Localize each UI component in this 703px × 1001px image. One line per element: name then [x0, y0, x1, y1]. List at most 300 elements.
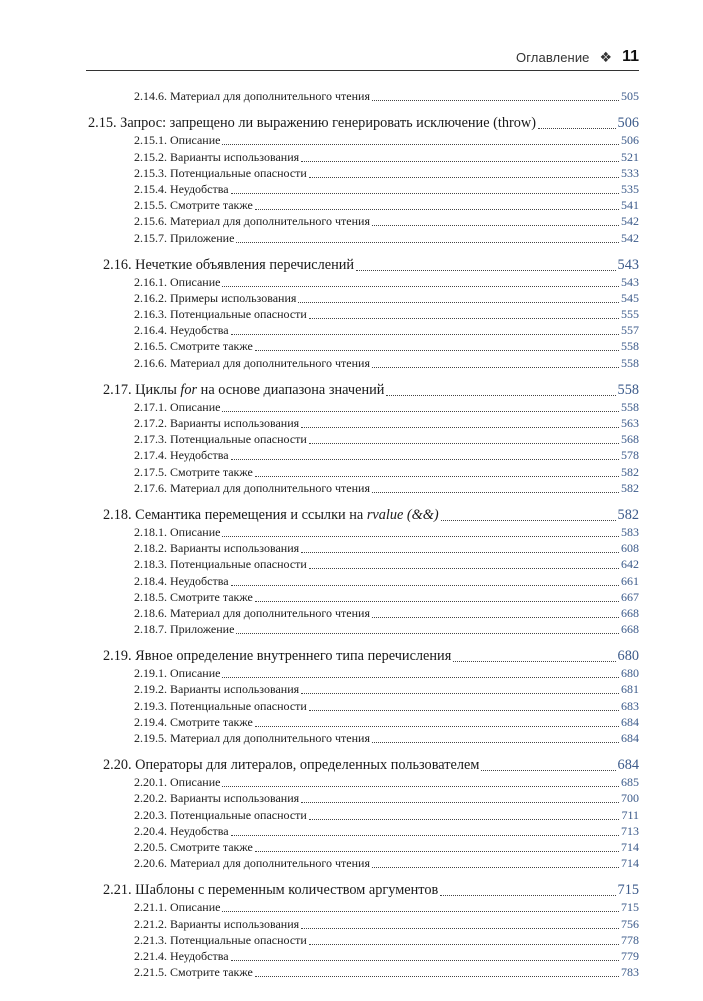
dot-leader	[255, 349, 619, 351]
toc-subsection-entry[interactable]	[0, 306, 703, 322]
toc-entry-number: 2.16.2.	[134, 290, 167, 305]
toc-entry-title-text: Потенциальные опасности	[170, 432, 307, 447]
toc-entry-number: 2.19.3.	[134, 698, 167, 713]
toc-entry-number: 2.20.2.	[134, 791, 167, 806]
toc-entry-title	[134, 856, 370, 871]
toc-entry-number: 2.18.4.	[134, 573, 167, 588]
toc-entry-title-text: Потенциальные опасности	[170, 932, 307, 947]
toc-entry-page-link[interactable]: 713	[621, 823, 639, 838]
dot-leader	[372, 224, 619, 226]
toc-entry-title-text: Материал для дополнительного чтения	[170, 355, 370, 370]
toc-entry-number: 2.15.4.	[134, 181, 167, 196]
toc-entry-title-text: Нечеткие объявления перечислений	[135, 256, 355, 273]
dot-leader	[222, 285, 619, 287]
toc-entry-title	[134, 291, 296, 306]
dot-leader	[255, 208, 619, 210]
toc-entry-number: 2.19.4.	[134, 714, 167, 729]
toc-entry-title	[103, 882, 438, 899]
toc-entry-number: 2.17.4.	[134, 448, 167, 463]
toc-entry-title	[134, 182, 229, 197]
toc-entry-title-text: Описание	[170, 666, 221, 681]
toc-subsection-entry[interactable]	[0, 447, 703, 463]
toc-entry-title	[103, 257, 354, 274]
toc-entry-number: 2.21.3.	[134, 932, 167, 947]
toc-section-entry[interactable]	[0, 114, 703, 132]
dot-leader	[309, 709, 619, 711]
toc-entry-number: 2.17.	[103, 381, 132, 398]
dot-leader	[222, 910, 619, 912]
toc-subsection-entry[interactable]	[0, 399, 703, 415]
toc-entry-number: 2.15.2.	[134, 149, 167, 164]
dot-leader	[372, 616, 619, 618]
toc-entry-page-link[interactable]: 521	[621, 149, 639, 164]
toc-subsection-entry[interactable]	[0, 915, 703, 931]
dot-leader	[538, 127, 616, 129]
toc-entry-title	[134, 275, 220, 290]
toc-entry-page-link[interactable]: 661	[621, 573, 639, 588]
toc-subsection-entry[interactable]	[0, 855, 703, 871]
toc-entry-title-italic: for	[180, 381, 198, 398]
toc-entry-title	[134, 965, 253, 980]
toc-section-entry[interactable]	[0, 256, 703, 274]
dot-leader	[372, 866, 619, 868]
toc-entry-title-text: Неудобства	[170, 573, 229, 588]
toc-entry-title	[134, 824, 229, 839]
toc-entry-title	[134, 715, 253, 730]
toc-entry-title-text: Варианты использования	[170, 416, 300, 430]
toc-entry-page-link[interactable]: 714	[621, 856, 639, 871]
toc-section-entry[interactable]	[0, 881, 703, 899]
toc-entry-number: 2.15.7.	[134, 230, 167, 245]
toc-entry-title-text: Варианты использования	[170, 682, 300, 697]
dot-leader	[440, 894, 615, 896]
toc-entry-title	[134, 808, 307, 823]
toc-entry-title	[134, 323, 229, 338]
toc-entry-page-link[interactable]: 555	[621, 307, 639, 322]
toc-subsection-entry[interactable]	[0, 899, 703, 915]
toc-entry-number: 2.18.3.	[134, 557, 167, 572]
toc-subsection-entry[interactable]	[0, 823, 703, 839]
toc-entry-title	[134, 840, 253, 855]
toc-entry-page-link[interactable]: 506	[617, 115, 639, 132]
toc-subsection-entry[interactable]	[0, 148, 703, 164]
toc-entry-title-text: Неудобства	[170, 181, 229, 196]
dot-leader	[309, 818, 620, 820]
dot-leader	[255, 475, 619, 477]
toc-entry-number: 2.21.2.	[134, 916, 167, 931]
toc-entry-title-text: Варианты использования	[170, 149, 300, 164]
toc-entry-title-text: Смотрите также	[170, 464, 253, 479]
dot-leader	[231, 584, 619, 586]
toc-entry-number: 2.20.6.	[134, 856, 167, 871]
dot-leader	[301, 160, 619, 162]
toc-entry-title-text: Семантика перемещения и ссылки на	[135, 506, 367, 523]
toc-subsection-entry[interactable]	[0, 697, 703, 713]
dot-leader	[309, 442, 619, 444]
toc-subsection-entry[interactable]	[0, 714, 703, 730]
toc-section-entry[interactable]	[0, 381, 703, 399]
dot-leader	[441, 519, 616, 521]
toc-entry-page-link[interactable]: 543	[617, 256, 639, 273]
toc-entry-title	[103, 648, 451, 665]
dot-leader	[222, 535, 619, 537]
toc-entry-page-link[interactable]: 683	[621, 698, 639, 713]
toc-entry-page-link[interactable]: 545	[621, 290, 639, 305]
toc-entry-number: 2.16.	[103, 256, 132, 273]
toc-entry-page-link[interactable]: 558	[621, 355, 639, 370]
toc-entry-title-text: Варианты использования	[170, 916, 300, 931]
toc-entry-page-link[interactable]: 543	[621, 274, 639, 289]
toc-subsection-entry[interactable]	[0, 181, 703, 197]
toc-entry-title	[88, 115, 536, 132]
toc-subsection-entry[interactable]	[0, 572, 703, 588]
dot-leader	[309, 317, 619, 319]
toc-entry-page-link[interactable]: 558	[617, 381, 639, 398]
toc-subsection-entry[interactable]	[0, 290, 703, 306]
toc-entry-title-text: Приложение	[170, 622, 235, 637]
toc-entry-title-text: Материал для дополнительного чтения	[170, 856, 370, 871]
toc-entry-title-text: на основе диапазона значений	[197, 381, 385, 398]
toc-entry-page-link[interactable]: 563	[621, 416, 639, 430]
toc-entry-page-link[interactable]: 568	[621, 432, 639, 447]
toc-entry-title	[134, 949, 229, 964]
toc-entry-title	[134, 666, 220, 681]
toc-entry-title-text: Описание	[170, 133, 221, 148]
toc-entry-title	[134, 307, 307, 322]
toc-subsection-entry[interactable]	[0, 806, 703, 822]
toc-entry-page-link[interactable]: 583	[621, 524, 639, 539]
toc-subsection-entry[interactable]	[0, 197, 703, 213]
dot-leader	[301, 551, 619, 553]
toc-entry-title-text: Материал для дополнительного чтения	[170, 605, 370, 620]
header-page-number: 11	[622, 48, 639, 65]
toc-subsection-entry[interactable]	[0, 790, 703, 806]
toc-entry-number: 2.20.3.	[134, 807, 167, 822]
toc-subsection-entry[interactable]	[0, 213, 703, 229]
toc-entry-title	[134, 166, 307, 181]
toc-entry-title	[134, 917, 299, 932]
toc-entry-title-text: Материал для дополнительного чтения	[170, 89, 370, 104]
toc-entry-page-link[interactable]: 668	[621, 622, 639, 637]
toc-entry-title	[134, 731, 370, 746]
toc-entry-title	[134, 574, 229, 589]
toc-entry-title	[134, 465, 253, 480]
toc-entry-title	[134, 150, 299, 165]
toc-subsection-entry[interactable]	[0, 665, 703, 681]
toc-entry-title	[134, 339, 253, 354]
toc-entry-number: 2.17.6.	[134, 480, 167, 495]
toc-entry-title	[134, 416, 299, 431]
toc-entry-title-text: Запрос: запрещено ли выражению генерировать исключение (throw)	[120, 115, 537, 132]
toc-subsection-entry[interactable]	[0, 88, 703, 104]
toc-subsection-entry[interactable]	[0, 589, 703, 605]
toc-subsection-entry[interactable]	[0, 132, 703, 148]
dot-leader	[372, 99, 619, 101]
toc-entry-number: 2.17.5.	[134, 464, 167, 479]
toc-entry-number: 2.19.1.	[134, 666, 167, 681]
toc-entry-page-link[interactable]: 533	[621, 165, 639, 180]
toc-entry-title	[134, 541, 299, 556]
toc-section-entry[interactable]	[0, 647, 703, 665]
toc-entry-title-text: Потенциальные опасности	[170, 307, 307, 322]
toc-entry-title	[134, 133, 220, 148]
dot-leader	[301, 426, 619, 428]
toc-entry-page-link[interactable]: 557	[621, 323, 639, 338]
toc-entry-title	[134, 622, 234, 637]
dot-leader	[255, 600, 619, 602]
dot-leader	[309, 943, 619, 945]
toc-entry-number: 2.20.1.	[134, 775, 167, 790]
toc-entry-number: 2.21.	[103, 882, 132, 899]
toc-entry-title-text: Потенциальные опасности	[170, 557, 307, 572]
table-of-contents	[0, 88, 703, 980]
running-header	[86, 44, 639, 71]
toc-entry-page-link[interactable]: 756	[621, 916, 639, 931]
toc-entry-page-link[interactable]: 684	[621, 714, 639, 729]
toc-entry-page-link[interactable]: 668	[621, 605, 639, 620]
toc-entry-page-link[interactable]: 578	[621, 448, 639, 463]
toc-entry-title-text: Смотрите также	[170, 589, 253, 604]
toc-entry-number: 2.15.1.	[134, 133, 167, 148]
toc-subsection-entry[interactable]	[0, 932, 703, 948]
toc-entry-page-link[interactable]: 680	[621, 666, 639, 681]
toc-entry-page-link[interactable]: 506	[621, 133, 639, 148]
toc-entry-title-text: Операторы для литералов, определенных пользователем	[135, 757, 480, 773]
dot-leader	[372, 491, 619, 493]
toc-entry-page-link[interactable]: 714	[621, 839, 639, 854]
toc-subsection-entry[interactable]	[0, 274, 703, 290]
dot-leader	[231, 333, 619, 335]
toc-entry-title-italic: rvalue (&&)	[366, 506, 439, 523]
toc-entry-title-text: Неудобства	[170, 823, 229, 838]
toc-entry-title-text: Шаблоны с переменным количеством аргументов	[135, 882, 439, 899]
toc-entry-page-link[interactable]: 680	[617, 648, 639, 665]
toc-entry-page-link[interactable]: 558	[621, 399, 639, 414]
dot-leader	[231, 458, 619, 460]
toc-entry-title-text: Варианты использования	[170, 791, 300, 806]
toc-subsection-entry[interactable]	[0, 354, 703, 370]
toc-subsection-entry[interactable]	[0, 480, 703, 496]
toc-entry-number: 2.16.4.	[134, 323, 167, 338]
toc-entry-number: 2.15.3.	[134, 165, 167, 180]
toc-entry-number: 2.20.5.	[134, 839, 167, 854]
toc-entry-page-link[interactable]: 582	[621, 464, 639, 479]
toc-subsection-entry[interactable]	[0, 431, 703, 447]
toc-entry-number: 2.16.3.	[134, 307, 167, 322]
toc-subsection-entry[interactable]	[0, 463, 703, 479]
toc-subsection-entry[interactable]	[0, 322, 703, 338]
toc-entry-title-text: Смотрите также	[170, 714, 253, 729]
toc-entry-title-text: Описание	[170, 900, 221, 915]
dot-leader	[309, 567, 619, 569]
dot-leader	[255, 725, 619, 727]
toc-entry-title	[134, 89, 370, 104]
toc-entry-page-link[interactable]: 779	[621, 948, 639, 963]
toc-entry-page-link[interactable]: 535	[621, 181, 639, 196]
dot-leader	[231, 192, 619, 194]
toc-entry-title	[103, 757, 479, 774]
toc-entry-title	[134, 606, 370, 621]
toc-entry-number: 2.15.5.	[134, 198, 167, 213]
toc-entry-title	[134, 400, 220, 415]
toc-entry-number: 2.14.6.	[134, 89, 167, 104]
toc-section-entry[interactable]	[0, 756, 703, 774]
toc-entry-page-link[interactable]: 542	[621, 214, 639, 229]
toc-entry-number: 2.18.5.	[134, 589, 167, 604]
toc-entry-title	[134, 448, 229, 463]
toc-entry-title-text: Примеры использования	[170, 290, 297, 305]
dot-leader	[236, 632, 619, 634]
toc-subsection-entry[interactable]	[0, 964, 703, 980]
dot-leader	[298, 301, 619, 303]
toc-entry-title	[134, 791, 299, 806]
toc-entry-title-text: Описание	[170, 399, 221, 414]
toc-subsection-entry[interactable]	[0, 556, 703, 572]
toc-entry-number: 2.18.7.	[134, 622, 167, 637]
toc-entry-title-text: Смотрите также	[170, 198, 253, 213]
toc-entry-page-link[interactable]: 783	[621, 965, 639, 980]
toc-entry-number: 2.17.1.	[134, 399, 167, 414]
toc-subsection-entry[interactable]	[0, 605, 703, 621]
toc-entry-page-link[interactable]: 505	[621, 89, 639, 104]
dot-leader	[222, 143, 619, 145]
dot-leader	[372, 366, 619, 368]
toc-entry-title-text: Материал для дополнительного чтения	[170, 480, 370, 495]
toc-entry-number: 2.17.3.	[134, 432, 167, 447]
toc-entry-title-text: Варианты использования	[170, 541, 300, 556]
toc-entry-page-link[interactable]: 542	[621, 230, 639, 245]
dot-leader	[231, 959, 619, 961]
toc-entry-title-text: Материал для дополнительного чтения	[170, 214, 370, 229]
toc-entry-page-link[interactable]: 608	[621, 541, 639, 556]
toc-entry-title-text: Неудобства	[170, 948, 229, 963]
diamond-ornament-icon: ❖	[599, 48, 613, 65]
toc-entry-number: 2.19.	[103, 648, 132, 665]
toc-entry-number: 2.19.2.	[134, 682, 167, 697]
toc-subsection-entry[interactable]	[0, 948, 703, 964]
toc-entry-title-text: Смотрите также	[170, 839, 253, 854]
toc-entry-title	[134, 699, 307, 714]
dot-leader	[481, 769, 615, 771]
toc-entry-page-link[interactable]: 700	[621, 791, 639, 806]
dot-leader	[222, 785, 619, 787]
toc-entry-title	[134, 231, 234, 246]
toc-entry-title	[134, 682, 299, 697]
toc-entry-number: 2.16.1.	[134, 274, 167, 289]
toc-entry-number: 2.21.5.	[134, 965, 167, 980]
toc-entry-title	[134, 198, 253, 213]
toc-entry-number: 2.15.	[88, 115, 117, 132]
toc-entry-page-link[interactable]: 541	[621, 198, 639, 213]
toc-entry-title-text: Потенциальные опасности	[170, 698, 307, 713]
toc-entry-page-link[interactable]: 684	[621, 731, 639, 745]
toc-subsection-entry[interactable]	[0, 229, 703, 245]
dot-leader	[372, 741, 619, 743]
toc-entry-title	[134, 214, 370, 229]
toc-entry-number: 2.20.	[103, 757, 132, 773]
toc-subsection-entry[interactable]	[0, 338, 703, 354]
toc-entry-number: 2.19.5.	[134, 731, 167, 745]
toc-entry-title-text: Неудобства	[170, 323, 229, 338]
toc-entry-page-link[interactable]: 642	[621, 557, 639, 572]
toc-entry-number: 2.18.2.	[134, 541, 167, 556]
toc-entry-number: 2.17.2.	[134, 416, 167, 430]
toc-entry-page-link[interactable]: 684	[617, 757, 639, 773]
toc-entry-title-text: Смотрите также	[170, 965, 253, 980]
toc-subsection-entry[interactable]	[0, 540, 703, 556]
toc-entry-title-text: Описание	[170, 274, 221, 289]
toc-subsection-entry[interactable]	[0, 681, 703, 697]
toc-entry-number: 2.16.5.	[134, 339, 167, 354]
toc-entry-title	[103, 382, 384, 399]
dot-leader	[301, 927, 619, 929]
toc-entry-page-link[interactable]: 711	[621, 807, 639, 822]
toc-entry-number: 2.18.	[103, 506, 132, 523]
toc-entry-title-text: Неудобства	[170, 448, 229, 463]
dot-leader	[231, 834, 619, 836]
toc-entry-title-text: Материал для дополнительного чтения	[170, 731, 370, 745]
toc-entry-page-link[interactable]: 558	[621, 339, 639, 354]
toc-entry-title	[134, 481, 370, 496]
toc-entry-title-text: Потенциальные опасности	[170, 807, 307, 822]
toc-entry-page-link[interactable]: 582	[617, 506, 639, 523]
dot-leader	[255, 975, 619, 977]
toc-entry-number: 2.20.4.	[134, 823, 167, 838]
toc-entry-page-link[interactable]: 715	[621, 900, 639, 915]
toc-entry-title-text: Смотрите также	[170, 339, 253, 354]
toc-entry-page-link[interactable]: 715	[617, 882, 639, 899]
dot-leader	[309, 176, 619, 178]
toc-entry-page-link[interactable]: 685	[621, 775, 639, 790]
toc-entry-title	[134, 590, 253, 605]
toc-entry-number: 2.21.1.	[134, 900, 167, 915]
toc-subsection-entry[interactable]	[0, 774, 703, 790]
toc-subsection-entry[interactable]	[0, 730, 703, 746]
toc-subsection-entry[interactable]	[0, 839, 703, 855]
toc-entry-title	[134, 525, 220, 540]
toc-entry-page-link[interactable]: 681	[621, 682, 639, 697]
toc-entry-title-text: Циклы	[135, 381, 181, 398]
toc-subsection-entry[interactable]	[0, 415, 703, 431]
toc-entry-title-text: Описание	[170, 775, 221, 790]
toc-entry-number: 2.18.6.	[134, 605, 167, 620]
dot-leader	[301, 801, 619, 803]
toc-entry-number: 2.15.6.	[134, 214, 167, 229]
toc-entry-number: 2.21.4.	[134, 948, 167, 963]
toc-entry-page-link[interactable]: 667	[621, 589, 639, 604]
dot-leader	[386, 394, 615, 396]
dot-leader	[453, 660, 615, 662]
toc-entry-title	[134, 432, 307, 447]
toc-entry-number: 2.18.1.	[134, 524, 167, 539]
toc-entry-title	[134, 356, 370, 371]
toc-entry-page-link[interactable]: 778	[621, 932, 639, 947]
toc-entry-title-text: Описание	[170, 524, 221, 539]
dot-leader	[356, 269, 615, 271]
toc-section-entry[interactable]	[0, 506, 703, 524]
toc-entry-title	[134, 557, 307, 572]
toc-subsection-entry[interactable]	[0, 165, 703, 181]
dot-leader	[301, 692, 619, 694]
toc-entry-title	[103, 507, 439, 524]
toc-subsection-entry[interactable]	[0, 524, 703, 540]
toc-entry-title	[134, 900, 220, 915]
toc-entry-page-link[interactable]: 582	[621, 480, 639, 495]
dot-leader	[222, 676, 619, 678]
toc-subsection-entry[interactable]	[0, 621, 703, 637]
toc-entry-title	[134, 775, 220, 790]
toc-entry-number: 2.16.6.	[134, 355, 167, 370]
